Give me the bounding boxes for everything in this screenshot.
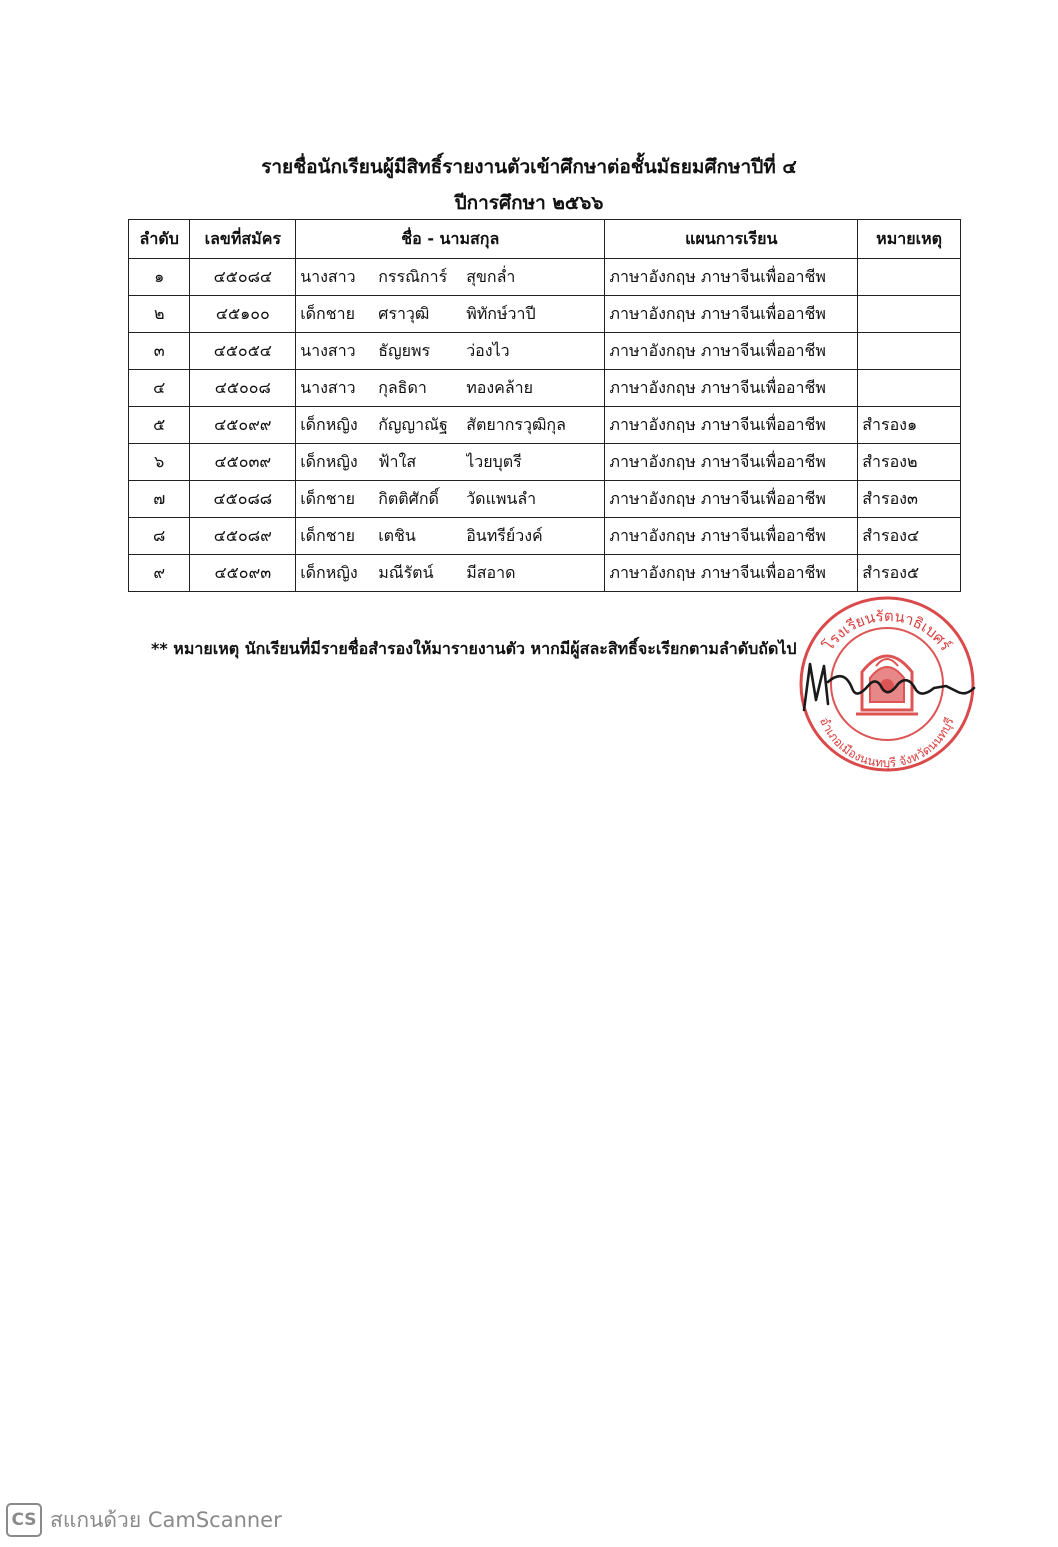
table-row — [129, 296, 961, 333]
cell-order: ๑ — [129, 259, 190, 296]
footnote: ** หมายเหตุ นักเรียนที่มีรายชื่อสำรองให้มารายงานตัว หากมีผู้สละสิทธิ์จะเรียกตามลำดับถัดไป — [151, 639, 797, 658]
cell-application-number: ๔๕๑๐๐ — [190, 296, 296, 333]
cell-remark — [858, 259, 961, 296]
last-name: อินทรีย์วงค์ — [466, 525, 543, 545]
cell-application-number: ๔๕๐๙๓ — [190, 555, 296, 592]
table-row — [129, 555, 961, 592]
camscanner-logo-icon: CS — [6, 1503, 42, 1537]
header-full-name: ชื่อ - นามสกุล — [296, 220, 605, 259]
cell-order: ๔ — [129, 370, 190, 407]
cell-full-name — [296, 370, 605, 407]
student-table — [128, 219, 961, 592]
last-name: มีสอาด — [466, 562, 516, 582]
cell-full-name — [296, 444, 605, 481]
cell-study-plan: ภาษาอังกฤษ ภาษาจีนเพื่ออาชีพ — [605, 444, 858, 481]
cell-remark — [858, 296, 961, 333]
cell-study-plan: ภาษาอังกฤษ ภาษาจีนเพื่ออาชีพ — [605, 555, 858, 592]
last-name: พิทักษ์วาปี — [466, 303, 536, 323]
cell-study-plan: ภาษาอังกฤษ ภาษาจีนเพื่ออาชีพ — [605, 370, 858, 407]
seal-text-top: โรงเรียนรัตนาธิเบศร์ — [819, 606, 955, 655]
cell-full-name — [296, 259, 605, 296]
cell-order: ๕ — [129, 407, 190, 444]
cell-full-name — [296, 296, 605, 333]
first-name: กัญญาณัฐ — [378, 414, 448, 434]
cell-application-number: ๔๕๐๘๔ — [190, 259, 296, 296]
cell-application-number: ๔๕๐๕๔ — [190, 333, 296, 370]
cell-order: ๘ — [129, 518, 190, 555]
first-name: กรรณิการ์ — [378, 266, 448, 286]
cell-full-name — [296, 555, 605, 592]
last-name: ว่องไว — [466, 340, 510, 360]
header-remark: หมายเหตุ — [858, 220, 961, 259]
table-row — [129, 370, 961, 407]
cell-remark: สำรอง๑ — [858, 407, 961, 444]
table-row — [129, 333, 961, 370]
seal-emblem-icon — [856, 656, 918, 714]
academic-year: ปีการศึกษา ๒๕๖๖ — [454, 192, 604, 214]
name-prefix: เด็กชาย — [300, 488, 355, 508]
name-prefix: เด็กหญิง — [300, 562, 358, 582]
table-header-row — [129, 220, 961, 259]
cell-order: ๒ — [129, 296, 190, 333]
table-row — [129, 518, 961, 555]
table-row — [129, 407, 961, 444]
cell-study-plan: ภาษาอังกฤษ ภาษาจีนเพื่ออาชีพ — [605, 481, 858, 518]
name-prefix: เด็กหญิง — [300, 414, 358, 434]
cell-full-name — [296, 407, 605, 444]
seal-text-bottom: อำเภอเมืองนนทบุรี จังหวัดนนทบุรี — [817, 715, 957, 771]
first-name: เตชิน — [378, 525, 416, 545]
first-name: ธัญยพร — [378, 340, 431, 360]
cell-study-plan: ภาษาอังกฤษ ภาษาจีนเพื่ออาชีพ — [605, 407, 858, 444]
name-prefix: เด็กชาย — [300, 303, 355, 323]
cell-full-name — [296, 333, 605, 370]
cell-order: ๖ — [129, 444, 190, 481]
table-row — [129, 259, 961, 296]
camscanner-text: สแกนด้วย CamScanner — [50, 1507, 282, 1532]
cell-study-plan: ภาษาอังกฤษ ภาษาจีนเพื่ออาชีพ — [605, 333, 858, 370]
table-body — [129, 259, 961, 592]
first-name: กุลธิดา — [378, 377, 427, 397]
cell-full-name — [296, 481, 605, 518]
header-order: ลำดับ — [129, 220, 190, 259]
first-name: กิตติศักดิ์ — [378, 488, 439, 508]
first-name: มณีรัตน์ — [378, 562, 434, 582]
cell-full-name — [296, 518, 605, 555]
cell-order: ๗ — [129, 481, 190, 518]
header-study-plan: แผนการเรียน — [605, 220, 858, 259]
cell-remark: สำรอง๔ — [858, 518, 961, 555]
header-application-number: เลขที่สมัคร — [190, 220, 296, 259]
cell-application-number: ๔๕๐๓๙ — [190, 444, 296, 481]
school-seal-stamp — [790, 592, 980, 774]
cell-remark: สำรอง๕ — [858, 555, 961, 592]
name-prefix: นางสาว — [300, 266, 356, 286]
cell-study-plan: ภาษาอังกฤษ ภาษาจีนเพื่ออาชีพ — [605, 259, 858, 296]
cell-application-number: ๔๕๐๐๘ — [190, 370, 296, 407]
last-name: ทองคล้าย — [466, 377, 534, 397]
cell-application-number: ๔๕๐๘๘ — [190, 481, 296, 518]
table-row — [129, 481, 961, 518]
last-name: วัดแพนลำ — [466, 488, 537, 508]
last-name: สัตยากรวุฒิกุล — [466, 414, 566, 434]
name-prefix: นางสาว — [300, 377, 356, 397]
cell-order: ๙ — [129, 555, 190, 592]
cell-remark: สำรอง๓ — [858, 481, 961, 518]
cell-order: ๓ — [129, 333, 190, 370]
name-prefix: นางสาว — [300, 340, 356, 360]
last-name: สุขกล่ำ — [466, 266, 516, 286]
cell-remark — [858, 370, 961, 407]
table-row — [129, 444, 961, 481]
name-prefix: เด็กหญิง — [300, 451, 358, 471]
cell-remark — [858, 333, 961, 370]
camscanner-watermark — [6, 1502, 282, 1538]
cell-application-number: ๔๕๐๙๙ — [190, 407, 296, 444]
cell-study-plan: ภาษาอังกฤษ ภาษาจีนเพื่ออาชีพ — [605, 518, 858, 555]
first-name: ศราวุฒิ — [378, 303, 430, 323]
document-title: รายชื่อนักเรียนผู้มีสิทธิ์รายงานตัวเข้าศึกษาต่อชั้นมัธยมศึกษาปีที่ ๔ — [261, 156, 797, 178]
cell-study-plan: ภาษาอังกฤษ ภาษาจีนเพื่ออาชีพ — [605, 296, 858, 333]
name-prefix: เด็กชาย — [300, 525, 355, 545]
last-name: ไวยบุตรี — [466, 451, 522, 471]
first-name: ฟ้าใส — [378, 451, 417, 471]
cell-remark: สำรอง๒ — [858, 444, 961, 481]
cell-application-number: ๔๕๐๘๙ — [190, 518, 296, 555]
